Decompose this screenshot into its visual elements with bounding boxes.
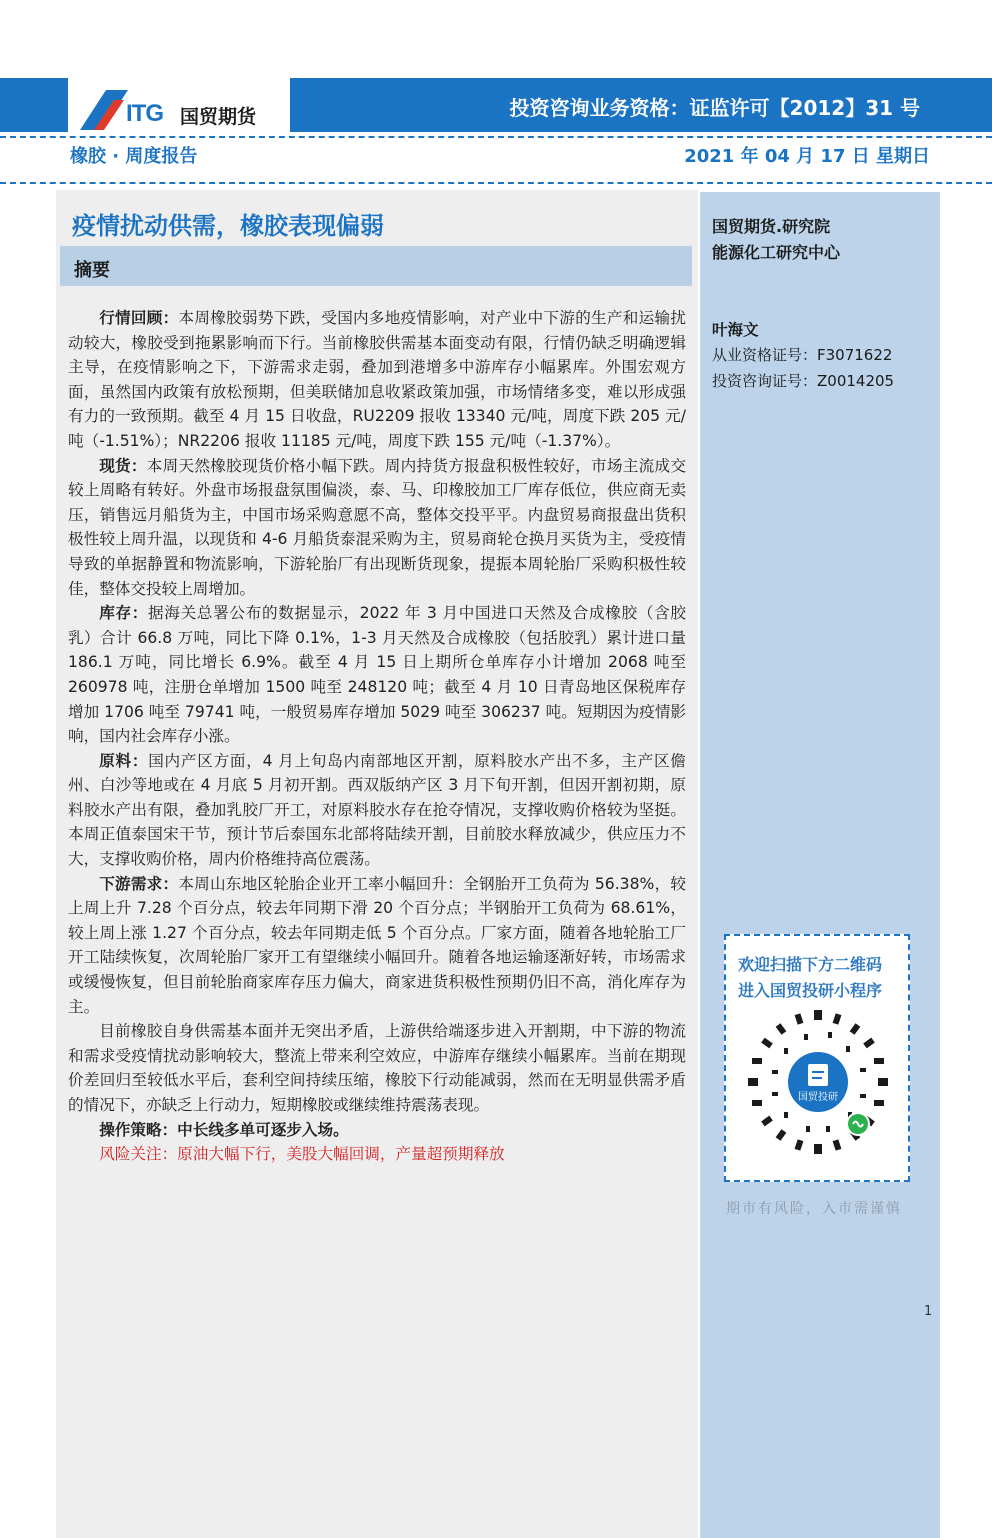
sidebar-dept: 能源化工研究中心 xyxy=(712,243,841,262)
license-text: 投资咨询业务资格：证监许可【2012】31 号 xyxy=(509,96,920,120)
paragraph-text: 目前橡胶自身供需基本面并无突出矛盾，上游供给端逐步进入开割期，中下游的物流和需求受疫情扰动影响较大，整流上带来利空效应，中游库存继续小幅累库。当前在期现价差回归至较低水平后，套利空间持续压缩，橡胶下行动能减弱，然而在无明显供需矛盾的情况下，亦缺乏上行动力，短期橡胶或继续维持震荡表现。 xyxy=(68,1022,686,1114)
paragraph-spot xyxy=(68,454,686,602)
strategy-text: 中长线多单可逐步入场。 xyxy=(177,1120,349,1139)
analyst-cert-consult: 投资咨询证号：Z0014205 xyxy=(712,372,895,390)
qr-center-label: 国贸投研 xyxy=(798,1092,838,1103)
paragraph-text: 据海关总署公布的数据显示，2022 年 3 月中国进口天然及合成橡胶（含胶乳）合计 66.8 万吨，同比下降 0.1%，1-3 月天然及合成橡胶（包括胶乳）累计进口量 186.1 万吨，同比增长 6.9%。截至 4 月 15 日上期所仓单库存小计增加 2068 吨至 260978 吨，注册仓单增加 1500 吨至 248120 吨；截至 4 月 10 日青岛地区保税库存增加 1706 吨至 79741 吨，一般贸易库存增加 5029 吨至 306237 吨。短期因为疫情影响，国内社会库存小涨。 xyxy=(68,604,687,746)
risk-text: 原油大幅下行，美股大幅回调，产量超预期释放 xyxy=(177,1145,505,1164)
paragraph-text: 本周橡胶弱势下跌，受国内多地疫情影响，对产业中下游的生产和运输扰动较大，橡胶受到拖累影响而下行。当前橡胶供需基本面变动有限，行情仍缺乏明确逻辑主导，在疫情影响之下，下游需求走弱，叠加到港增多中游库存小幅累库。外围宏观方面，虽然国内政策有放松预期，但美联储加息收紧政策加强，市场情绪多变，难以形成强有力的一致预期。截至 4 月 15 日收盘，RU2209 报收 13340 元/吨，周度下跌 205 元/吨（-1.51%）；NR2206 报收 11185 元/吨，周度下跌 155 元/吨（-1.37%）。 xyxy=(68,309,686,450)
paragraph-text: 本周山东地区轮胎企业开工率小幅回升：全钢胎开工负荷为 56.38%，较上周上升 7.28 个百分点，较去年同期下滑 20 个百分点；半钢胎开工负荷为 68.61%，较上周上涨 1.27 个百分点，较去年同期走低 5 个百分点。厂家方面，随着各地轮胎工厂开工陆续恢复，次周轮胎厂家开工有望继续小幅回升。随着各地运输逐渐好转，市场需求或缓慢恢复，但目前轮胎商家库存压力偏大，商家进货积极性预期仍旧不高，消化库存为主。 xyxy=(68,874,686,1016)
analyst-name: 叶海文 xyxy=(712,321,759,339)
logo-text: ITG xyxy=(126,100,163,127)
sidebar-panel-bg xyxy=(700,192,940,1538)
paragraph-label: 原料： xyxy=(99,751,149,770)
paragraph-text: 本周天然橡胶现货价格小幅下跌。周内持货方报盘积极性较好，市场主流成交较上周略有转好。外盘市场报盘氛围偏淡，泰、马、印橡胶加工厂库存低位，供应商无卖压，销售远月船货为主，中国市场采购意愿不高，整体交投平平。内盘贸易商报盘出货积极性较上周升温，以现货和 4-6 月船货泰混采购为主，贸易商轮仓换月买货为主，受疫情导致的单据静置和物流影响，下游轮胎厂有出现断货现象，提振本周轮胎厂采购积极性较佳，整体交投较上周增加。 xyxy=(68,456,686,598)
paragraph-raw-material xyxy=(68,749,686,872)
page-number: 1 xyxy=(924,1304,933,1319)
risk-label: 风险关注： xyxy=(99,1145,178,1164)
sidebar-org: 国贸期货.研究院 xyxy=(712,217,831,236)
paragraph-text: 国内产区方面，4 月上旬岛内南部地区开割，原料胶水产出不多，主产区儋州、白沙等地或在 4 月底 5 月初开割。西双版纳产区 3 月下旬开割，但因开割初期，原料胶水产出有限，叠加乳胶厂开工，对原料胶水存在抢夺情况，支撑收购价格较为坚挺。本周正值泰国宋干节，预计节后泰国东北部将陆续开割，目前胶水释放减少，供应压力不大，支撑收购价格，周内价格维持高位震荡。 xyxy=(68,751,686,869)
abstract-title: 摘要 xyxy=(74,260,110,281)
header-divider-top xyxy=(0,136,992,138)
paragraph-label: 库存： xyxy=(99,604,149,623)
qr-caption-line1: 欢迎扫描下方二维码 xyxy=(738,955,883,974)
headline: 疫情扰动供需，橡胶表现偏弱 xyxy=(72,212,384,240)
paragraph-inventory xyxy=(68,601,686,749)
risk-warning: 期市有风险，入市需谨慎 xyxy=(726,1201,902,1217)
header-divider-bottom xyxy=(0,182,992,184)
qr-caption-line2: 进入国贸投研小程序 xyxy=(738,981,883,1000)
paragraph-summary xyxy=(68,1019,686,1117)
report-date: 2021 年 04 月 17 日 星期日 xyxy=(684,146,930,167)
paragraph-label: 行情回顾： xyxy=(99,309,179,327)
logo-company-name: 国贸期货 xyxy=(180,106,257,128)
paragraph-label: 现货： xyxy=(99,456,147,475)
paragraph-market-review xyxy=(68,306,686,454)
paragraph-downstream xyxy=(68,872,686,1020)
paragraph-strategy xyxy=(68,1118,686,1143)
report-type: 橡胶 · 周度报告 xyxy=(70,146,198,167)
strategy-label: 操作策略： xyxy=(99,1120,178,1139)
abstract-bar xyxy=(60,246,692,286)
paragraph-risk xyxy=(68,1142,686,1167)
abstract-body xyxy=(68,306,686,1167)
paragraph-label: 下游需求： xyxy=(99,874,179,893)
qr-code-icon[interactable] xyxy=(744,1008,892,1156)
analyst-cert-practice: 从业资格证号：F3071622 xyxy=(712,346,893,364)
